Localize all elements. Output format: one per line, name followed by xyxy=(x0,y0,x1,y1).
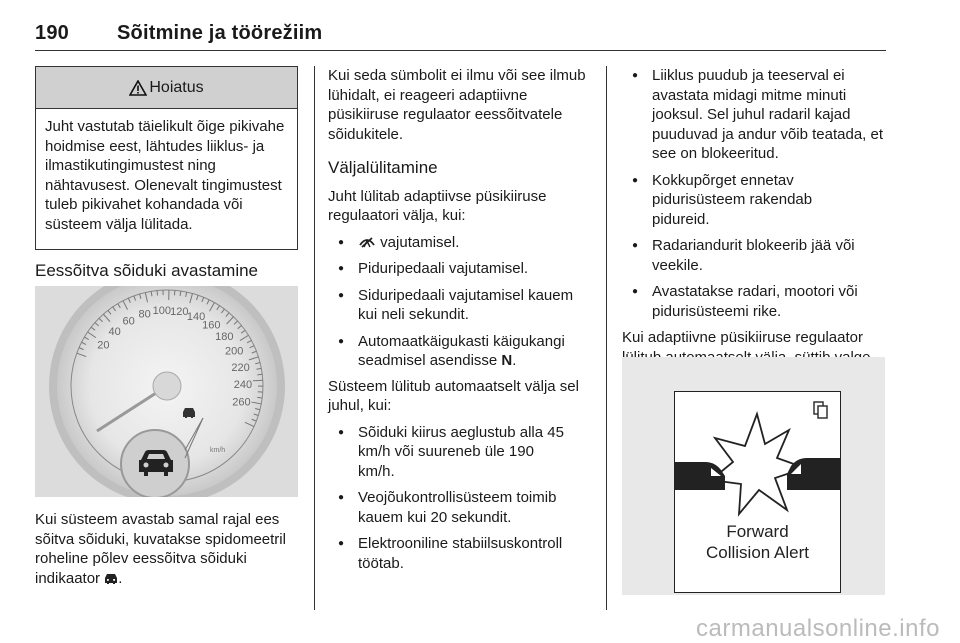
speed-label: 200 xyxy=(225,345,243,357)
list-item xyxy=(328,233,596,253)
notification-icon xyxy=(814,402,827,418)
gauge-tick xyxy=(257,374,262,375)
column-divider xyxy=(606,66,607,610)
list-item-text: Automaatkäigukasti käigukangi seadmisel asendisse xyxy=(358,333,565,370)
forward-collision-alert-illustration xyxy=(622,357,885,595)
intro-paragraph: Kui seda sümbolit ei ilmu või see ilmub lühidalt, ei reageeri adaptiivne püsikiiruse regulaator eessõitvatele sõidukitele. xyxy=(328,66,596,144)
warning-box xyxy=(35,66,298,250)
car-right-icon xyxy=(787,458,840,490)
alert-title-line1: Forward xyxy=(675,522,840,542)
page-header xyxy=(35,22,69,45)
gauge-tick xyxy=(257,397,262,398)
car-ahead-icon xyxy=(104,573,118,585)
section-heading-deactivation: Väljalülitamine xyxy=(328,158,596,178)
speed-label: 60 xyxy=(122,315,134,327)
list-item: ● Liiklus puudub ja teeserval ei avastata midagi mitme minuti jooksul. Sel juhul radaril kajad puuduvad ja andur võib teatada, et see on blokeeritud. xyxy=(622,66,887,164)
deactivation-list xyxy=(328,233,596,371)
list-item: ● Piduripedaali vajutamisel. xyxy=(328,259,596,279)
gauge-tick xyxy=(180,291,181,296)
auto-list xyxy=(328,423,596,574)
auto-lead: Süsteem lülitub automaatselt välja sel juhul, kui: xyxy=(328,377,596,416)
list-item xyxy=(328,332,596,371)
section-heading: Eessõitva sõiduki avastamine xyxy=(35,261,258,281)
list-item-text: vajutamisel. xyxy=(380,234,459,251)
warning-header xyxy=(36,67,297,109)
speed-label: 260 xyxy=(232,397,250,409)
warning-title: Hoiatus xyxy=(149,79,203,97)
speed-label: 120 xyxy=(170,306,188,318)
speed-label: 160 xyxy=(202,319,220,331)
list-item: ● Avastatakse radari, mootori või pidurisüsteemi rike. xyxy=(622,282,887,321)
gauge-unit: km/h xyxy=(210,447,225,454)
gear-letter: N xyxy=(501,352,512,369)
column-divider xyxy=(314,66,315,610)
list-item: ● Radariandurit blokeerib jää või veekile. xyxy=(622,236,887,275)
paragraph-text: Kui süsteem avastab samal rajal ees sõitva sõiduki, kuvatakse spidomeetril roheline põlev eessõitva sõiduki indikaator xyxy=(35,511,286,587)
watermark: carmanualsonline.info xyxy=(696,615,940,643)
alert-title-line2: Collision Alert xyxy=(675,543,840,563)
list-item-end: . xyxy=(512,352,516,369)
column-3 xyxy=(622,59,887,406)
gauge-tick xyxy=(157,291,158,296)
list-item: ● Siduripedaali vajutamisel kauem kui neli sekundit. xyxy=(328,286,596,325)
speed-label: 100 xyxy=(153,305,171,317)
warning-text: Juht vastutab täielikult õige pikivahe hoidmise eest, lähtudes liiklus- ja ilmastikutingimustest ning nähtavusest. Olenevalt tingimustest tuleb pikivahet kohandada või süsteem välja lülitada. xyxy=(36,109,297,234)
speed-label: 220 xyxy=(231,362,249,374)
speed-label: 180 xyxy=(215,331,233,343)
list-item: ● Elektrooniline stabiilsuskontroll töötab. xyxy=(328,534,596,573)
speed-label: 140 xyxy=(187,311,205,323)
impact-star-icon xyxy=(711,414,805,514)
paragraph-text: Kui adaptiivne püsikiiruse regulaator xyxy=(622,329,870,385)
page-title: Sõitmine ja töörežiim xyxy=(117,22,322,45)
speed-label: 240 xyxy=(234,379,252,391)
lead-text: Juht lülitab adaptiivse püsikiiruse regulaatori välja, kui: xyxy=(328,187,596,226)
list-item: ● Veojõukontrollisüsteem toimib kauem kui 20 sekundit. xyxy=(328,488,596,527)
page-number: 190 xyxy=(35,22,69,44)
list-item: ● Sõiduki kiirus aeglustub alla 45 km/h või suureneb üle 190 km/h. xyxy=(328,423,596,482)
paragraph-end: . xyxy=(118,570,122,587)
header-rule xyxy=(35,50,886,51)
car-left-icon xyxy=(675,462,725,490)
small-car-icon xyxy=(183,408,195,418)
column-2 xyxy=(328,66,596,573)
list-item: ● Kokkupõrget ennetav pidurisüsteem rakendab pidureid. xyxy=(622,171,887,230)
indicator-paragraph xyxy=(35,510,300,588)
gauge-tick xyxy=(253,380,263,381)
fault-list xyxy=(622,66,887,321)
alert-screen xyxy=(674,391,841,593)
speedometer-illustration xyxy=(35,286,298,497)
speed-label: 80 xyxy=(138,308,150,320)
warning-triangle-icon xyxy=(129,80,147,96)
cruise-cancel-icon xyxy=(358,236,376,249)
speed-label: 40 xyxy=(108,326,120,338)
speed-label: 20 xyxy=(97,339,109,351)
